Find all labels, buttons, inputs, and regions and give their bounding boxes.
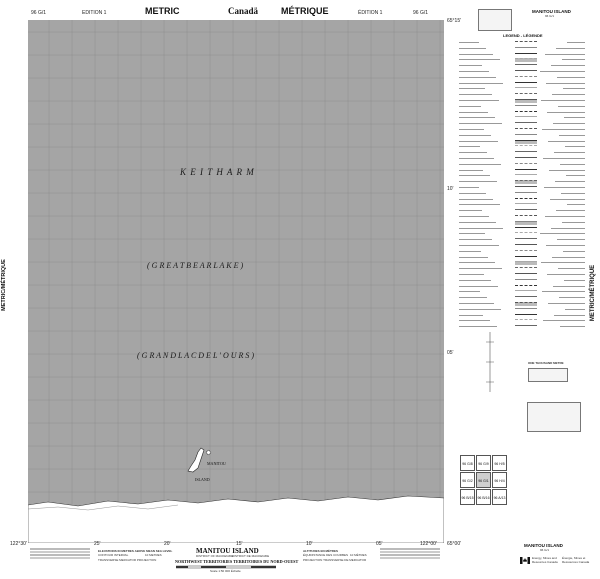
legend-text-left [459, 228, 503, 229]
sidebar-map-name: MANITOU ISLAND [532, 9, 571, 14]
legend-row [459, 272, 585, 277]
map-grid [28, 20, 444, 543]
legend-text-left [459, 187, 479, 188]
index-cell: 96 H/4 [492, 472, 507, 488]
legend-row [459, 92, 585, 97]
legend-text-left [459, 320, 490, 321]
legend-text-left [459, 129, 484, 130]
legend-text-left [459, 112, 488, 113]
legend-symbol [515, 290, 537, 294]
legend-symbol [515, 279, 537, 283]
legend-row [459, 127, 585, 132]
district-fr: DISTRICT DE MACKENZIE [232, 554, 270, 558]
territory-title: NORTHWEST TERRITORIES TERRITOIRES DU NORD-OUEST [175, 559, 299, 564]
legend-symbol [515, 93, 537, 97]
legend-text-left [459, 48, 486, 49]
metric-heading: METRIC [145, 6, 180, 16]
legend-symbol [515, 250, 537, 254]
great-bear-lake-label: ( G R E A T B E A R L A K E ) [147, 261, 244, 270]
canada-wordmark: Canadä [228, 6, 259, 16]
legend-text-left [459, 280, 491, 281]
reliability-diagram [478, 9, 512, 31]
legend-row [459, 63, 585, 68]
legend-text-left [459, 233, 485, 234]
legend-text-left [459, 94, 492, 95]
legend-row [459, 104, 585, 109]
legend-row [459, 75, 585, 80]
legend-text-right [554, 152, 585, 153]
legend-symbol [515, 70, 537, 74]
legend-text-right [564, 117, 585, 118]
legend-text-right [557, 77, 585, 78]
metrique-heading: MÉTRIQUE [281, 6, 329, 16]
legend-symbol [515, 140, 537, 144]
legend-text-left [459, 297, 487, 298]
legend-row [459, 156, 585, 161]
legend-text-right [550, 199, 585, 200]
contour-interval-value-right: 10 MÈTRES [350, 553, 367, 557]
projection-right: PROJECTION TRANSVERSE DE MERCATOR [303, 558, 367, 562]
legend-symbol [515, 174, 537, 178]
keith-arm-label: K E I T H A R M [180, 167, 255, 177]
scale-text: Scale 1:50 000 Échelle [210, 569, 241, 573]
legend-text-left [459, 245, 499, 246]
legend-text-right [560, 164, 585, 165]
legend-text-right [542, 129, 585, 130]
grand-lac-label: ( G R A N D L A C D E L ' O U R S ) [137, 351, 255, 360]
legend-symbol [515, 221, 537, 225]
legend-symbol [515, 157, 537, 161]
legend-text-right [545, 54, 585, 55]
legend-text-right [545, 216, 585, 217]
legend-symbol [515, 163, 537, 167]
legend-title: LEGEND - LÉGENDE [503, 33, 543, 38]
legend-text-left [459, 117, 495, 118]
contour-interval-right: ÉQUIDISTANCE DES COURBES [303, 553, 348, 557]
legend-symbol [515, 41, 537, 45]
legend-text-left [459, 303, 494, 304]
legend-text-right [563, 251, 585, 252]
legend-text-right [565, 309, 585, 310]
legend-symbol [515, 256, 537, 260]
legend-text-left [459, 77, 496, 78]
legend-symbol [515, 244, 537, 248]
legend-text-left [459, 257, 488, 258]
legend-text-right [548, 303, 585, 304]
legend-symbol [515, 87, 537, 91]
legend-row [459, 313, 585, 318]
legend-row [459, 214, 585, 219]
legend-row [459, 202, 585, 207]
legend-text-right [552, 94, 585, 95]
map-title: MANITOU ISLAND [196, 547, 259, 555]
legend-row [459, 231, 585, 236]
legend-text-left [459, 83, 503, 84]
sheet-number-left: 96 G/1 [31, 10, 47, 16]
index-cell: 96 G/2 [460, 472, 475, 488]
legend-text-left [459, 262, 495, 263]
legend-row [459, 249, 585, 254]
elevations-right: ALTITUDES EN MÈTRES [303, 549, 338, 553]
coord-bottom-right-lon: 122°00' [420, 541, 437, 547]
grid-reference-box [528, 368, 568, 382]
legend-symbol [515, 64, 537, 68]
canada-flag-icon [520, 557, 530, 564]
legend-text-right [559, 135, 585, 136]
legend-text-right [559, 297, 585, 298]
legend-text-left [459, 106, 481, 107]
legend-text-right [558, 268, 585, 269]
legend-row [459, 179, 585, 184]
legend-text-right [555, 181, 585, 182]
legend-symbol [515, 169, 537, 173]
legend-symbol [515, 180, 537, 184]
legend-symbol [515, 47, 537, 51]
legend-text-left [459, 54, 493, 55]
legend-row [459, 295, 585, 300]
legend-symbol [515, 267, 537, 271]
legend-text-left [459, 251, 481, 252]
legend-text-left [459, 204, 500, 205]
legend-row [459, 162, 585, 167]
legend-symbol [515, 308, 537, 312]
legend-text-right [548, 141, 585, 142]
legend-row [459, 133, 585, 138]
legend-text-right [541, 100, 585, 101]
district-en: DISTRICT OF MACKENZIE [196, 554, 234, 558]
vertical-scale-diagram [480, 332, 500, 392]
legend-row [459, 301, 585, 306]
legend-text-right [549, 170, 585, 171]
legend-symbol [515, 203, 537, 207]
legend-text-left [459, 216, 489, 217]
legend-text-right [565, 146, 585, 147]
coord-bottom-10: 10' [306, 541, 313, 547]
legend-row [459, 289, 585, 294]
legend-symbol [515, 122, 537, 126]
legend-text-right [551, 65, 585, 66]
legend-row [459, 307, 585, 312]
legend-text-left [459, 146, 480, 147]
legend-symbol [515, 82, 537, 86]
manitou-island-shape [188, 448, 204, 472]
index-cell: 96 G/8 [460, 455, 475, 471]
legend-text-right [556, 210, 585, 211]
coord-bottom-left-lon: 122°30' [10, 541, 27, 547]
gov-en: Energy, Mines and Resources Canada [532, 556, 558, 564]
legend-symbol [515, 53, 537, 57]
legend-row [459, 86, 585, 91]
coord-bottom-20: 20' [164, 541, 171, 547]
legend-text-right [564, 280, 585, 281]
edition-right: ÉDITION 1 [358, 10, 383, 16]
legend-row [459, 185, 585, 190]
legend-text-left [459, 170, 483, 171]
legend-text-right [554, 315, 585, 316]
legend-text-left [459, 268, 502, 269]
legend-symbol [515, 128, 537, 132]
legend-row [459, 81, 585, 86]
legend-text-right [543, 158, 585, 159]
legend-text-left [459, 210, 482, 211]
legend-symbol [515, 238, 537, 242]
legend-text-right [552, 257, 585, 258]
legend-symbol [515, 198, 537, 202]
legend-text-right [547, 274, 585, 275]
legend-row [459, 284, 585, 289]
index-cell: 96 B/16 [476, 489, 491, 505]
legend-text-right [551, 228, 585, 229]
legend-symbol [515, 325, 537, 329]
map-area[interactable] [28, 20, 444, 543]
legend-text-left [459, 59, 500, 60]
legend-symbol [515, 134, 537, 138]
index-cell: 96 A/13 [492, 489, 507, 505]
coord-bottom-05: 05' [376, 541, 383, 547]
legend-text-right [557, 239, 585, 240]
legend-row [459, 318, 585, 323]
legend-row [459, 324, 585, 329]
legend-row [459, 57, 585, 62]
legend-row [459, 46, 585, 51]
legend-text-right [556, 48, 585, 49]
legend-text-left [459, 274, 484, 275]
legend-symbol [515, 232, 537, 236]
legend-text-left [459, 315, 483, 316]
legend-row [459, 150, 585, 155]
legend-text-right [566, 175, 585, 176]
legend-row [459, 144, 585, 149]
coord-bottom-right-lat: 65°00' [447, 541, 462, 547]
legend-symbol [515, 215, 537, 219]
legend-row [459, 173, 585, 178]
sidebar-bottom-name: MANITOU ISLAND [524, 543, 563, 548]
legend-symbol [515, 273, 537, 277]
legend-text-right [542, 291, 585, 292]
legend-text-left [459, 71, 489, 72]
edition-left: EDITION 1 [82, 10, 107, 16]
legend-text-right [558, 106, 585, 107]
legend-row [459, 237, 585, 242]
declination-box [527, 402, 581, 432]
notes-block-left [30, 548, 90, 559]
legend-row [459, 260, 585, 265]
legend-row [459, 226, 585, 231]
coord-bottom-25: 25' [94, 541, 101, 547]
contour-interval-left: CONTOUR INTERVAL [98, 553, 129, 557]
legend-row [459, 266, 585, 271]
legend-text-right [546, 83, 585, 84]
notes-block-right [380, 548, 440, 559]
legend-symbol [515, 151, 537, 155]
coord-top-right-lat: 65°15' [447, 18, 462, 24]
legend-text-right [553, 286, 585, 287]
legend-text-left [459, 199, 493, 200]
legend-symbol [515, 261, 537, 265]
gov-fr: Énergie, Mines et Ressources Canada [562, 556, 590, 564]
legend-symbol [515, 285, 537, 289]
legend-symbol [515, 145, 537, 149]
legend-text-left [459, 141, 498, 142]
legend-symbol [515, 209, 537, 213]
legend-text-right [547, 112, 585, 113]
index-map [460, 455, 508, 505]
legend-row [459, 278, 585, 283]
legend-text-left [459, 123, 502, 124]
legend-text-right [540, 233, 585, 234]
legend-text-left [459, 158, 494, 159]
sheet-number-right: 96 G/1 [413, 10, 429, 16]
legend-text-left [459, 65, 482, 66]
sidebar-bottom-sheet: 96 G/1 [540, 548, 550, 552]
legend-text-right [544, 187, 585, 188]
legend-text-left [459, 286, 498, 287]
legend-row [459, 255, 585, 260]
legend-text-left [459, 100, 499, 101]
legend-row [459, 220, 585, 225]
legend-text-right [567, 204, 585, 205]
legend-row [459, 197, 585, 202]
contour-interval-value-left: 10 METRES [145, 553, 162, 557]
one-thousand-label: ONE THOUSAND METRE [528, 361, 564, 365]
legend-symbol [515, 296, 537, 300]
legend-symbol [515, 302, 537, 306]
coord-bottom-15: 15' [236, 541, 243, 547]
legend-text-left [459, 175, 490, 176]
index-cell: 96 G/9 [476, 455, 491, 471]
index-cell: 96 B/15 [460, 489, 475, 505]
legend-symbol [515, 76, 537, 80]
legend-symbol [515, 319, 537, 323]
legend-text-left [459, 193, 486, 194]
elevations-left: ELEVATIONS IN METRES ABOVE MEAN SEA LEVEL [98, 549, 173, 553]
legend-text-right [540, 71, 585, 72]
shoreline-land [28, 496, 444, 543]
legend-text-left [459, 42, 479, 43]
legend-row [459, 69, 585, 74]
projection-left: TRANSVERSE MERCATOR PROJECTION [98, 558, 157, 562]
coord-right-05: 05' [447, 350, 454, 356]
legend-text-right [567, 42, 585, 43]
legend-row [459, 40, 585, 45]
legend-row [459, 191, 585, 196]
legend-text-right [563, 88, 585, 89]
legend-row [459, 168, 585, 173]
legend-row [459, 115, 585, 120]
legend-symbol [515, 116, 537, 120]
legend-text-right [546, 245, 585, 246]
legend-text-left [459, 291, 480, 292]
legend-text-left [459, 222, 496, 223]
legend-text-left [459, 152, 487, 153]
legend-row [459, 243, 585, 248]
legend-row [459, 121, 585, 126]
legend-symbol [515, 99, 537, 103]
legend-text-right [553, 123, 585, 124]
legend-symbol [515, 58, 537, 62]
legend-row [459, 98, 585, 103]
legend-text-left [459, 326, 497, 327]
legend-text-right [560, 326, 585, 327]
island-label: ISLAND [195, 477, 210, 482]
legend-text-left [459, 164, 501, 165]
legend-symbol [515, 314, 537, 318]
legend-symbol [515, 227, 537, 231]
side-label-left: METRIC/MÉTRIQUE [1, 259, 7, 311]
legend-row [459, 110, 585, 115]
legend-text-right [543, 320, 585, 321]
legend-text-left [459, 181, 497, 182]
legend-row [459, 139, 585, 144]
sidebar-sheet: 96 G/1 [545, 14, 555, 18]
legend-text-left [459, 239, 492, 240]
legend-symbol [515, 192, 537, 196]
legend-text-left [459, 309, 501, 310]
index-cell: 96 G/1 [476, 472, 491, 488]
legend-text-left [459, 135, 491, 136]
legend-text-left [459, 88, 485, 89]
legend-symbol [515, 186, 537, 190]
manitou-label: MANITOU [207, 461, 226, 466]
coord-right-10: 10' [447, 186, 454, 192]
index-cell: 96 H/5 [492, 455, 507, 471]
side-label-right: METRIC/MÉTRIQUE [590, 264, 596, 322]
legend-row [459, 52, 585, 57]
legend-text-right [561, 193, 585, 194]
legend-row [459, 208, 585, 213]
legend-symbol [515, 111, 537, 115]
legend-text-right [562, 222, 585, 223]
legend-symbol [515, 105, 537, 109]
legend-text-right [541, 262, 585, 263]
legend-text-right [562, 59, 585, 60]
